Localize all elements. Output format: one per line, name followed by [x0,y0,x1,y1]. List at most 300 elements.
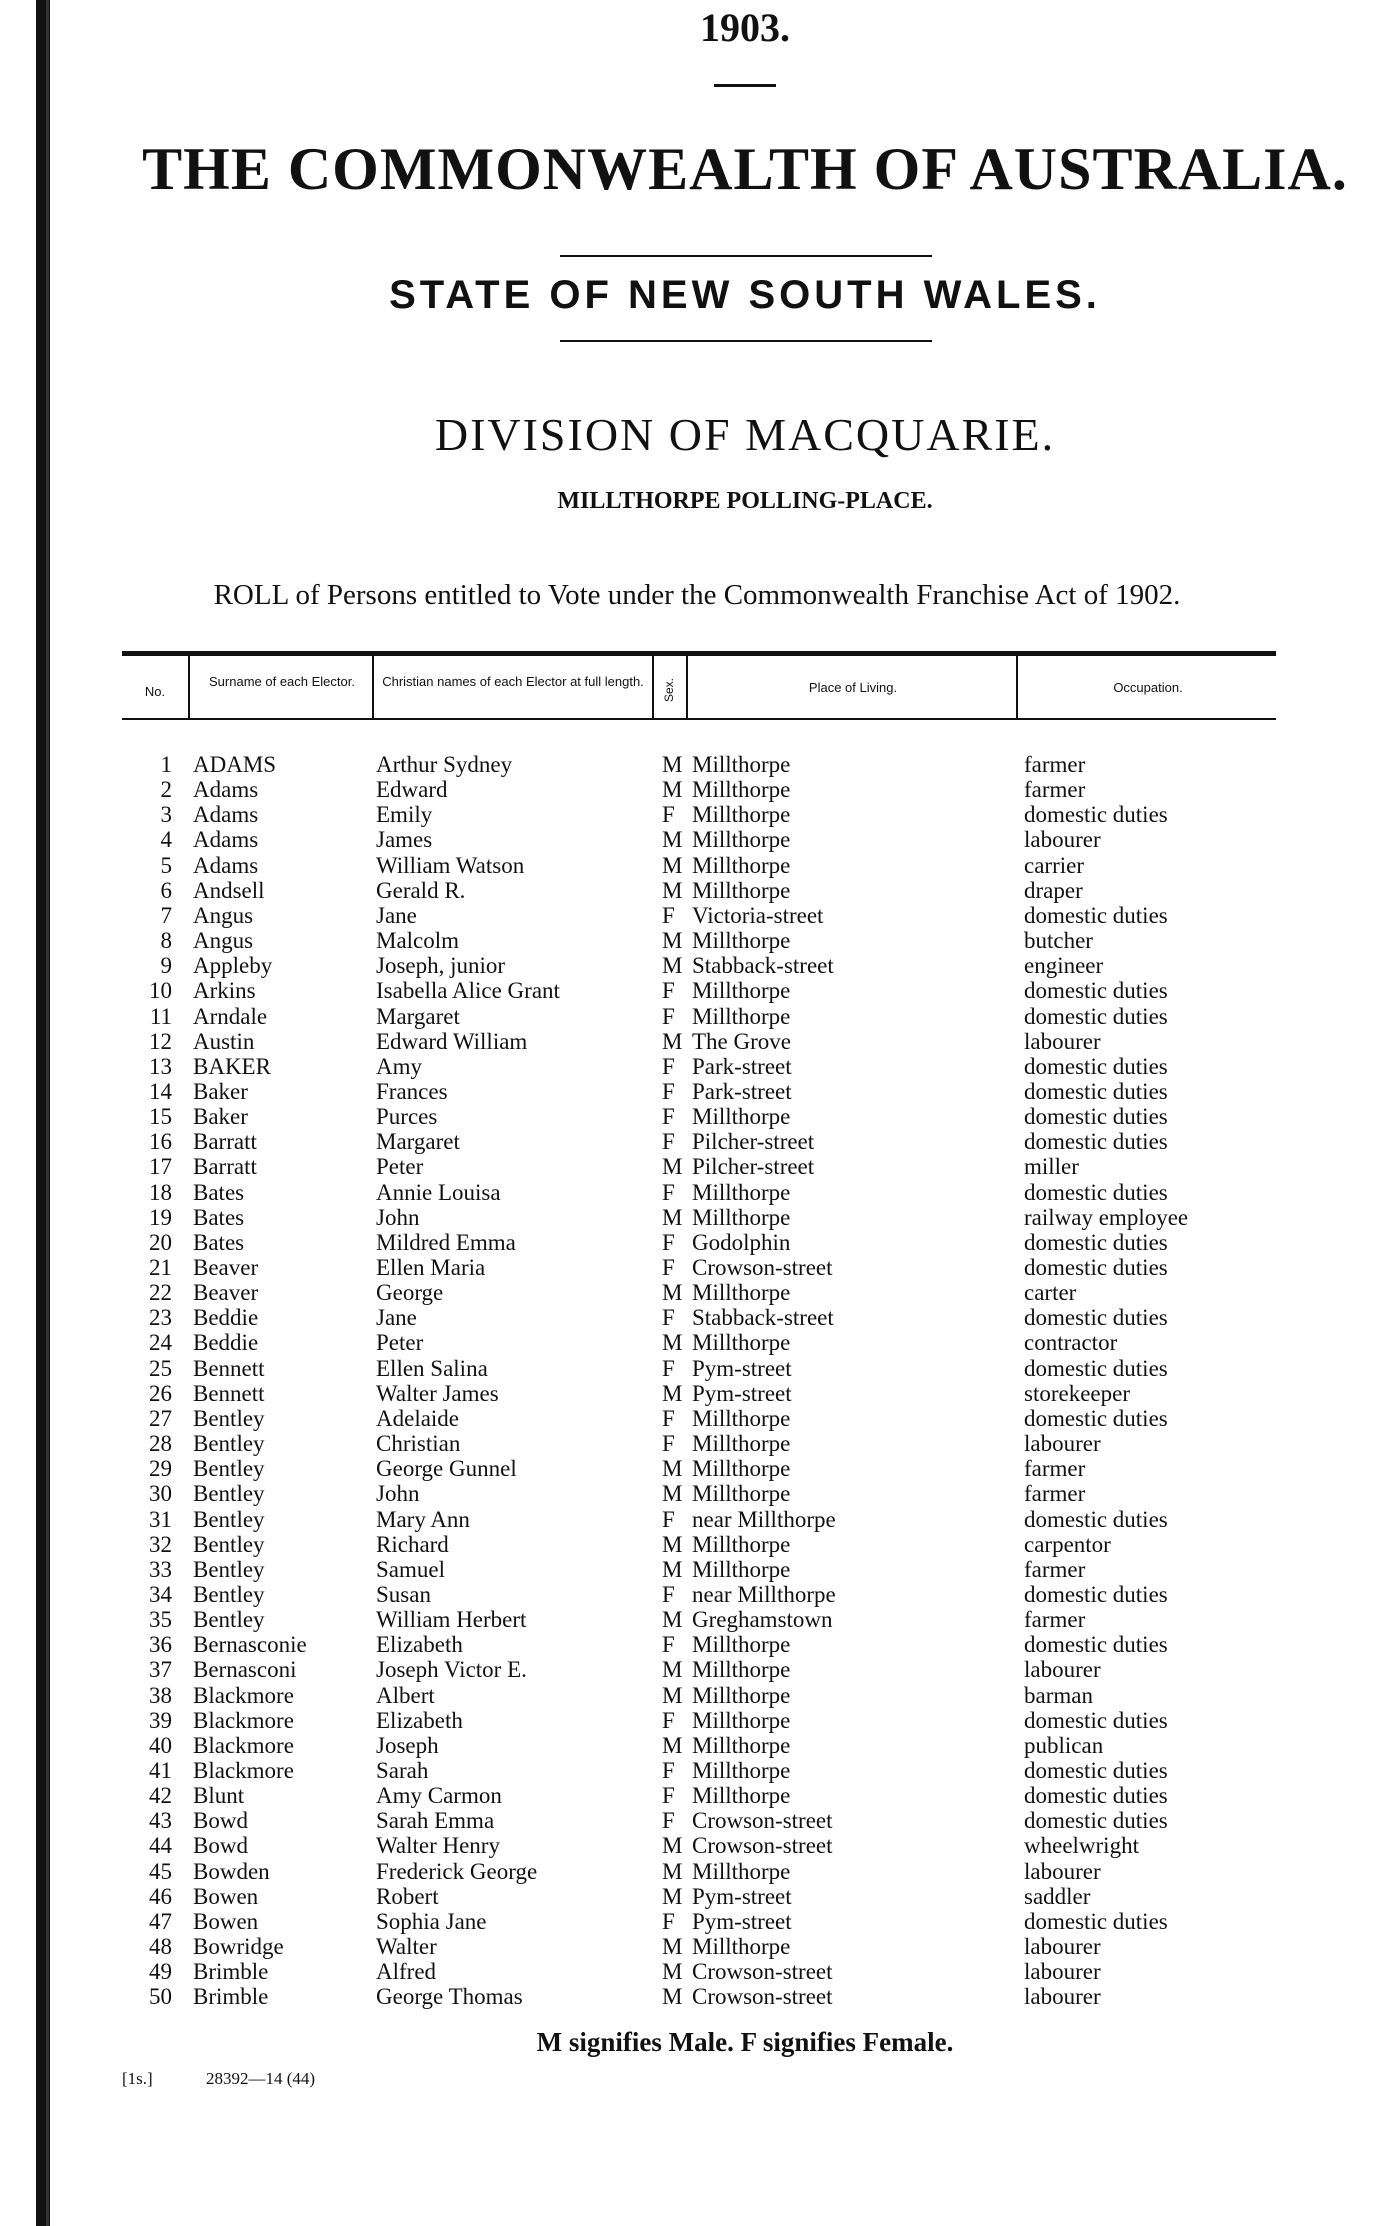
table-row [0,1657,1382,1682]
col-header-place: Place of Living. [808,680,898,695]
elector-occupation: domestic duties [1024,1078,1168,1104]
elector-number: 16 [149,1129,172,1155]
elector-place-of-living: Millthorpe [692,852,791,878]
elector-surname: Bates [193,1179,245,1205]
table-row [0,1532,1382,1557]
elector-surname: Bentley [193,1431,265,1457]
elector-surname: Bentley [193,1607,265,1633]
elector-occupation: domestic duties [1024,1707,1168,1733]
elector-christian-names: Robert [376,1883,439,1909]
col-header-christian: Christian names of each Elector at full length. [382,674,644,689]
elector-sex: F [662,1179,675,1205]
elector-place-of-living: Millthorpe [692,1732,791,1758]
elector-place-of-living: Crowson-street [692,1808,833,1834]
elector-occupation: draper [1024,877,1083,903]
elector-place-of-living: Millthorpe [692,1405,791,1431]
elector-number: 14 [149,1078,172,1104]
elector-place-of-living: Pym-street [692,1908,792,1934]
elector-christian-names: Frederick George [376,1858,538,1884]
elector-number: 8 [160,928,172,954]
elector-christian-names: James [376,827,433,853]
elector-occupation: domestic duties [1024,978,1168,1004]
table-row [0,1507,1382,1532]
elector-sex: F [662,1078,675,1104]
elector-sex: F [662,1431,675,1457]
elector-occupation: domestic duties [1024,1229,1168,1255]
elector-occupation: domestic duties [1024,1305,1168,1331]
elector-number: 12 [149,1028,172,1054]
elector-place-of-living: Millthorpe [692,1330,791,1356]
elector-sex: F [662,902,675,928]
elector-occupation: domestic duties [1024,1255,1168,1280]
elector-christian-names: Susan [376,1581,431,1607]
elector-number: 33 [149,1556,172,1582]
elector-place-of-living: Millthorpe [692,1280,791,1306]
table-row [0,1632,1382,1657]
table-row [0,802,1382,827]
elector-sex: M [662,1556,683,1582]
elector-surname: Bentley [193,1531,265,1557]
elector-place-of-living: Pym-street [692,1380,792,1406]
elector-surname: Bentley [193,1405,265,1431]
elector-surname: Angus [193,928,254,954]
elector-christian-names: George Gunnel [376,1456,517,1482]
elector-occupation: saddler [1024,1883,1091,1909]
elector-surname: Arndale [193,1003,268,1029]
elector-christian-names: Richard [376,1531,449,1557]
elector-number: 20 [149,1229,172,1255]
table-row [0,1557,1382,1582]
elector-number: 39 [149,1707,172,1733]
elector-place-of-living: Pym-street [692,1883,792,1909]
elector-christian-names: Ellen Maria [376,1255,486,1280]
elector-place-of-living: Millthorpe [692,928,791,954]
elector-number: 48 [149,1934,172,1960]
elector-occupation: labourer [1024,1959,1101,1985]
table-row [0,1205,1382,1230]
elector-surname: Adams [193,777,259,803]
elector-occupation: farmer [1024,752,1086,777]
elector-christian-names: Mary Ann [376,1506,470,1532]
elector-number: 29 [149,1456,172,1482]
elector-surname: Baker [193,1104,248,1130]
elector-place-of-living: Victoria-street [692,902,824,928]
elector-occupation: publican [1024,1732,1104,1758]
table-row [0,1456,1382,1481]
elector-sex: F [662,1908,675,1934]
table-row [0,1129,1382,1154]
header-bottom-rule [122,718,1276,720]
elector-surname: Bentley [193,1456,265,1482]
elector-surname: Bentley [193,1581,265,1607]
elector-surname: Bennett [193,1380,265,1406]
elector-christian-names: Isabella Alice Grant [376,978,560,1004]
elector-sex: M [662,1330,683,1356]
elector-occupation: labourer [1024,1934,1101,1960]
elector-christian-names: Ellen Salina [376,1355,488,1381]
table-row [0,1582,1382,1607]
elector-place-of-living: Pilcher-street [692,1129,815,1155]
elector-sex: M [662,928,683,954]
elector-number: 3 [160,802,172,828]
table-row [0,878,1382,903]
table-row [0,1758,1382,1783]
elector-sex: M [662,1682,683,1708]
elector-number: 2 [160,777,172,803]
elector-place-of-living: Millthorpe [692,1481,791,1507]
elector-sex: F [662,978,675,1004]
elector-number: 18 [149,1179,172,1205]
elector-place-of-living: Millthorpe [692,1204,791,1230]
elector-place-of-living: Millthorpe [692,1632,791,1658]
elector-number: 36 [149,1632,172,1658]
elector-occupation: domestic duties [1024,1129,1168,1155]
col-header-occupation: Occupation. [1113,680,1183,695]
elector-surname: Bentley [193,1481,265,1507]
elector-occupation: domestic duties [1024,1908,1168,1934]
elector-christian-names: Elizabeth [376,1707,463,1733]
elector-place-of-living: Millthorpe [692,1556,791,1582]
elector-surname: Bennett [193,1355,265,1381]
elector-sex: F [662,1255,675,1280]
table-row [0,777,1382,802]
elector-place-of-living: Millthorpe [692,1456,791,1482]
elector-christian-names: Adelaide [376,1405,460,1431]
elector-surname: Bates [193,1204,245,1230]
elector-surname: Bowd [193,1808,248,1834]
col-header-surname: Surname of each Elector. [209,674,355,689]
elector-number: 1 [160,752,172,777]
elector-surname: Bowridge [193,1934,284,1960]
table-row [0,1004,1382,1029]
table-row [0,827,1382,852]
elector-christian-names: Sarah [376,1758,429,1783]
elector-number: 35 [149,1607,172,1633]
elector-christian-names: Sarah Emma [376,1808,495,1834]
column-divider [1016,656,1018,718]
header-top-rule [122,651,1276,656]
table-row [0,853,1382,878]
elector-christian-names: Gerald R. [376,877,466,903]
elector-place-of-living: Millthorpe [692,1858,791,1884]
elector-occupation: domestic duties [1024,1758,1168,1783]
elector-surname: Barratt [193,1129,257,1155]
elector-sex: F [662,1305,675,1331]
elector-place-of-living: Crowson-street [692,1959,833,1985]
elector-surname: Blackmore [193,1732,294,1758]
elector-sex: M [662,852,683,878]
elector-christian-names: Walter Henry [376,1833,500,1859]
elector-number: 47 [149,1908,172,1934]
elector-place-of-living: Park-street [692,1078,792,1104]
elector-occupation: engineer [1024,953,1104,979]
elector-place-of-living: Millthorpe [692,1707,791,1733]
elector-sex: M [662,827,683,853]
elector-sex: F [662,802,675,828]
elector-place-of-living: Millthorpe [692,877,791,903]
print-reference: 28392—14 (44) [206,2069,316,2088]
elector-sex: F [662,1104,675,1130]
elector-christian-names: Margaret [376,1129,460,1155]
table-row [0,1406,1382,1431]
elector-place-of-living: Crowson-street [692,1833,833,1859]
table-row [0,1230,1382,1255]
table-row [0,1431,1382,1456]
elector-sex: M [662,1380,683,1406]
elector-number: 31 [149,1506,172,1532]
elector-christian-names: Frances [376,1078,448,1104]
elector-occupation: domestic duties [1024,1003,1168,1029]
elector-christian-names: Christian [376,1431,461,1457]
elector-sex: M [662,1732,683,1758]
elector-place-of-living: near Millthorpe [692,1581,836,1607]
table-row [0,1280,1382,1305]
elector-christian-names: Margaret [376,1003,460,1029]
elector-place-of-living: Millthorpe [692,1104,791,1130]
elector-sex: M [662,752,683,777]
elector-surname: Baker [193,1078,248,1104]
elector-number: 27 [149,1405,172,1431]
elector-place-of-living: Stabback-street [692,953,834,979]
elector-occupation: farmer [1024,1556,1086,1582]
elector-occupation: domestic duties [1024,1581,1168,1607]
elector-christian-names: William Watson [376,852,525,878]
elector-number: 43 [149,1808,172,1834]
elector-occupation: farmer [1024,1456,1086,1482]
table-row [0,1984,1382,2009]
elector-surname: Brimble [193,1959,269,1985]
elector-surname: Beddie [193,1330,259,1356]
elector-surname: Andsell [193,877,265,903]
elector-occupation: labourer [1024,1858,1101,1884]
table-row [0,1356,1382,1381]
elector-christian-names: Alfred [376,1959,437,1985]
elector-place-of-living: Millthorpe [692,777,791,803]
divider-rule [560,340,932,342]
roll-heading: ROLL of Persons entitled to Vote under the Commonwealth Franchise Act of 1902. [213,579,1181,611]
elector-place-of-living: Millthorpe [692,1758,791,1783]
table-row [0,1381,1382,1406]
elector-place-of-living: Millthorpe [692,1179,791,1205]
elector-occupation: farmer [1024,777,1086,803]
elector-occupation: railway employee [1024,1204,1189,1230]
elector-place-of-living: Millthorpe [692,1934,791,1960]
elector-number: 9 [160,953,172,979]
elector-occupation: domestic duties [1024,1506,1168,1532]
elector-christian-names: George [376,1280,444,1306]
elector-occupation: labourer [1024,1028,1101,1054]
elector-occupation: domestic duties [1024,1783,1168,1809]
elector-number: 50 [149,1984,172,2010]
elector-christian-names: Malcolm [376,928,460,954]
elector-sex: F [662,1355,675,1381]
elector-number: 44 [149,1833,172,1859]
price-mark: [1s.] [122,2069,153,2088]
elector-number: 25 [149,1355,172,1381]
elector-place-of-living: Crowson-street [692,1255,833,1280]
elector-christian-names: Jane [376,1305,417,1331]
elector-surname: Barratt [193,1154,257,1180]
elector-number: 23 [149,1305,172,1331]
elector-sex: M [662,1883,683,1909]
elector-surname: Bates [193,1229,245,1255]
elector-number: 46 [149,1883,172,1909]
elector-christian-names: George Thomas [376,1984,523,2010]
elector-surname: Arkins [193,978,256,1004]
elector-occupation: domestic duties [1024,1179,1168,1205]
elector-occupation: farmer [1024,1607,1086,1633]
elector-sex: M [662,877,683,903]
table-row [0,1054,1382,1079]
elector-surname: Beddie [193,1305,259,1331]
table-row [0,1305,1382,1330]
elector-occupation: domestic duties [1024,1808,1168,1834]
elector-number: 30 [149,1481,172,1507]
elector-place-of-living: Millthorpe [692,752,791,777]
elector-sex: F [662,1053,675,1079]
table-row [0,1884,1382,1909]
column-divider [686,656,688,718]
table-row [0,1330,1382,1355]
table-row [0,1154,1382,1179]
column-divider [372,656,374,718]
elector-surname: Beaver [193,1280,259,1306]
elector-christian-names: Peter [376,1330,424,1356]
divider-rule [714,84,776,87]
elector-surname: Blackmore [193,1707,294,1733]
elector-number: 6 [160,877,172,903]
elector-christian-names: Walter James [376,1380,499,1406]
elector-christian-names: Jane [376,902,417,928]
elector-place-of-living: Pilcher-street [692,1154,815,1180]
elector-christian-names: Edward [376,777,448,803]
elector-christian-names: Joseph Victor E. [376,1657,527,1683]
table-row [0,1481,1382,1506]
elector-occupation: domestic duties [1024,1632,1168,1658]
elector-sex: M [662,1858,683,1884]
elector-surname: Adams [193,802,259,828]
state-heading: STATE OF NEW SOUTH WALES. [389,273,1101,317]
elector-number: 10 [149,978,172,1004]
table-row [0,1909,1382,1934]
elector-number: 22 [149,1280,172,1306]
elector-sex: F [662,1506,675,1532]
table-row [0,752,1382,777]
elector-occupation: storekeeper [1024,1380,1130,1406]
elector-number: 4 [160,827,172,853]
elector-surname: Blackmore [193,1758,294,1783]
table-row [0,928,1382,953]
elector-number: 26 [149,1380,172,1406]
elector-surname: Bowd [193,1833,248,1859]
elector-number: 34 [149,1581,172,1607]
elector-christian-names: Mildred Emma [376,1229,516,1255]
elector-surname: Bentley [193,1506,265,1532]
elector-occupation: contractor [1024,1330,1118,1356]
elector-christian-names: John [376,1204,420,1230]
elector-occupation: miller [1024,1154,1079,1180]
elector-place-of-living: Greghamstown [692,1607,833,1633]
elector-number: 11 [149,1003,172,1029]
elector-place-of-living: Millthorpe [692,1682,791,1708]
document-year: 1903. [700,5,790,50]
elector-sex: F [662,1707,675,1733]
elector-occupation: farmer [1024,1481,1086,1507]
elector-surname: Bernasconie [193,1632,307,1658]
table-row [0,1859,1382,1884]
elector-sex: M [662,777,683,803]
table-row [0,1079,1382,1104]
elector-christian-names: Edward William [376,1028,528,1054]
elector-occupation: domestic duties [1024,802,1168,828]
elector-place-of-living: Millthorpe [692,827,791,853]
elector-christian-names: John [376,1481,420,1507]
elector-occupation: butcher [1024,928,1093,954]
elector-sex: M [662,1833,683,1859]
elector-christian-names: William Herbert [376,1607,527,1633]
elector-number: 24 [149,1330,172,1356]
elector-place-of-living: Millthorpe [692,1783,791,1809]
elector-surname: Appleby [193,953,273,979]
elector-surname: Bowen [193,1908,259,1934]
elector-number: 7 [160,902,172,928]
elector-place-of-living: The Grove [692,1028,791,1054]
elector-christian-names: Peter [376,1154,424,1180]
table-row [0,1104,1382,1129]
elector-occupation: carpentor [1024,1531,1111,1557]
elector-sex: M [662,1607,683,1633]
elector-christian-names: Purces [376,1104,438,1130]
elector-number: 15 [149,1104,172,1130]
sex-legend: M signifies Male. F signifies Female. [536,2027,954,2057]
elector-surname: Austin [193,1028,255,1054]
elector-sex: F [662,1405,675,1431]
elector-christian-names: Joseph [376,1732,439,1758]
col-header-no: No. [144,684,166,699]
table-row [0,953,1382,978]
elector-number: 37 [149,1657,172,1683]
elector-number: 40 [149,1732,172,1758]
elector-christian-names: Joseph, junior [376,953,506,979]
elector-christian-names: Emily [376,802,433,828]
elector-place-of-living: Park-street [692,1053,792,1079]
document-title: THE COMMONWEALTH OF AUSTRALIA. [142,136,1348,202]
elector-christian-names: Walter [376,1934,437,1960]
elector-sex: M [662,1934,683,1960]
elector-place-of-living: Millthorpe [692,1431,791,1457]
elector-place-of-living: Millthorpe [692,1657,791,1683]
elector-occupation: domestic duties [1024,1405,1168,1431]
polling-place-heading: MILLTHORPE POLLING-PLACE. [557,488,933,514]
division-heading: DIVISION OF MACQUARIE. [434,409,1056,460]
elector-sex: F [662,1808,675,1834]
table-row [0,1733,1382,1758]
elector-sex: M [662,1984,683,2010]
table-row [0,1808,1382,1833]
elector-christian-names: Amy Carmon [376,1783,502,1809]
elector-sex: F [662,1129,675,1155]
elector-surname: Bentley [193,1556,265,1582]
elector-occupation: domestic duties [1024,902,1168,928]
column-divider [652,656,654,718]
elector-occupation: labourer [1024,1984,1101,2010]
elector-number: 21 [149,1255,172,1280]
col-header-sex: Sex. [662,678,676,703]
elector-sex: M [662,1028,683,1054]
elector-occupation: carter [1024,1280,1077,1306]
table-row [0,1934,1382,1959]
elector-surname: Angus [193,902,254,928]
